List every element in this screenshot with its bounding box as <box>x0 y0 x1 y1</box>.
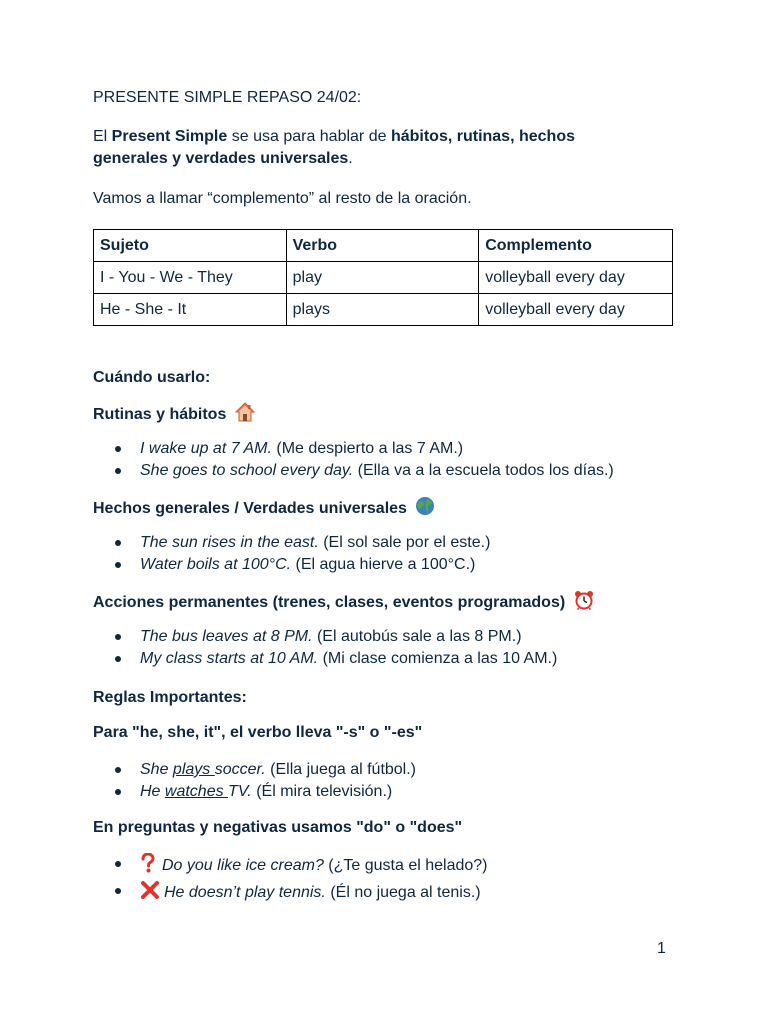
example-translation: (Él no juega al tenis.) <box>325 884 481 901</box>
example-translation: (El sol sale por el este.) <box>318 534 491 551</box>
rules-heading: Reglas Importantes: <box>93 689 247 706</box>
rule1-heading: Para "he, she, it", el verbo lleva "-s" o "-es" <box>93 724 423 741</box>
permanent-list <box>115 626 557 670</box>
bullet-icon <box>115 861 121 867</box>
table-cell: He - She - It <box>94 294 287 326</box>
list-item <box>115 554 490 576</box>
example-english: The sun rises in the east. <box>140 534 319 551</box>
alarm-clock-icon <box>574 590 594 617</box>
question-mark-icon <box>140 853 156 880</box>
example-translation: (Me despierto a las 7 AM.) <box>271 440 464 457</box>
bullet-icon <box>115 446 121 452</box>
section-heading-text: Rutinas y hábitos <box>93 406 227 423</box>
example-subject: He <box>140 783 165 800</box>
table-row <box>94 262 673 294</box>
table-cell: plays <box>286 294 479 326</box>
bullet-icon <box>115 634 121 640</box>
intro-emphasis: generales y verdades universales <box>93 150 349 167</box>
example-verb: watches <box>164 783 229 800</box>
table-cell: volleyball every day <box>479 294 673 326</box>
intro-text: . <box>348 150 353 167</box>
example-translation: (Ella juega al fútbol.) <box>265 761 417 778</box>
example-translation: (Ella va a la escuela todos los días.) <box>353 462 614 479</box>
example-translation: (Mi clase comienza a las 10 AM.) <box>318 650 558 667</box>
example-english: She goes to school every day. <box>140 462 354 479</box>
example-english: The bus leaves at 8 PM. <box>140 628 313 645</box>
routines-list <box>115 438 614 482</box>
table-header-cell: Complemento <box>479 230 673 262</box>
section-heading-facts <box>93 496 435 523</box>
table-cell: play <box>286 262 479 294</box>
example-english: He doesn’t play tennis. <box>164 884 326 901</box>
intro-paragraph-line2 <box>93 148 353 170</box>
rule2-list <box>115 853 488 907</box>
list-item <box>115 880 488 907</box>
rule1-list <box>115 759 416 803</box>
example-translation: (Él mira televisión.) <box>251 783 393 800</box>
document-title: PRESENTE SIMPLE REPASO 24/02: <box>93 89 362 106</box>
intro-emphasis: hábitos, rutinas, hechos <box>390 128 575 145</box>
example-english: Do you like ice cream? <box>162 857 324 874</box>
example-rest: soccer. <box>214 761 266 778</box>
example-translation: (¿Te gusta el helado?) <box>323 857 488 874</box>
section-heading-permanent <box>93 590 594 617</box>
example-translation: (El autobús sale a las 8 PM.) <box>312 628 522 645</box>
table-header-cell: Verbo <box>286 230 479 262</box>
list-item <box>115 532 490 554</box>
example-verb: plays <box>172 761 215 778</box>
list-item <box>115 759 416 781</box>
intro-paragraph-line1 <box>93 126 575 148</box>
rule2-heading: En preguntas y negativas usamos "do" o "does" <box>93 819 463 836</box>
section-heading-text: Acciones permanentes (trenes, clases, eventos programados) <box>93 594 566 611</box>
conjugation-table <box>93 229 673 326</box>
cross-mark-icon <box>140 880 160 907</box>
bullet-icon <box>115 888 121 894</box>
usage-heading: Cuándo usarlo: <box>93 369 211 386</box>
example-english: I wake up at 7 AM. <box>140 440 272 457</box>
intro-term: Present Simple <box>111 128 228 145</box>
list-item <box>115 853 488 880</box>
example-english: My class starts at 10 AM. <box>140 650 319 667</box>
table-cell: volleyball every day <box>479 262 673 294</box>
list-item <box>115 648 557 670</box>
example-english: Water boils at 100°C. <box>140 556 292 573</box>
intro-text: El <box>93 128 112 145</box>
example-translation: (El agua hierve a 100°C.) <box>291 556 476 573</box>
bullet-icon <box>115 468 121 474</box>
page-number: 1 <box>657 940 666 957</box>
table-row <box>94 294 673 326</box>
list-item <box>115 460 614 482</box>
example-rest: TV. <box>228 783 252 800</box>
section-heading-text: Hechos generales / Verdades universales <box>93 500 407 517</box>
list-item <box>115 438 614 460</box>
list-item <box>115 781 416 803</box>
bullet-icon <box>115 656 121 662</box>
intro-text: se usa para hablar de <box>227 128 391 145</box>
bullet-icon <box>115 767 121 773</box>
bullet-icon <box>115 789 121 795</box>
bullet-icon <box>115 540 121 546</box>
intro-paragraph-2: Vamos a llamar “complemento” al resto de la oración. <box>93 190 472 207</box>
house-icon <box>235 402 255 429</box>
globe-icon <box>415 496 435 523</box>
bullet-icon <box>115 562 121 568</box>
list-item <box>115 626 557 648</box>
table-header-row <box>94 230 673 262</box>
facts-list <box>115 532 490 576</box>
table-header-cell: Sujeto <box>94 230 287 262</box>
example-subject: She <box>140 761 173 778</box>
table-cell: I - You - We - They <box>94 262 287 294</box>
section-heading-routines <box>93 402 255 429</box>
